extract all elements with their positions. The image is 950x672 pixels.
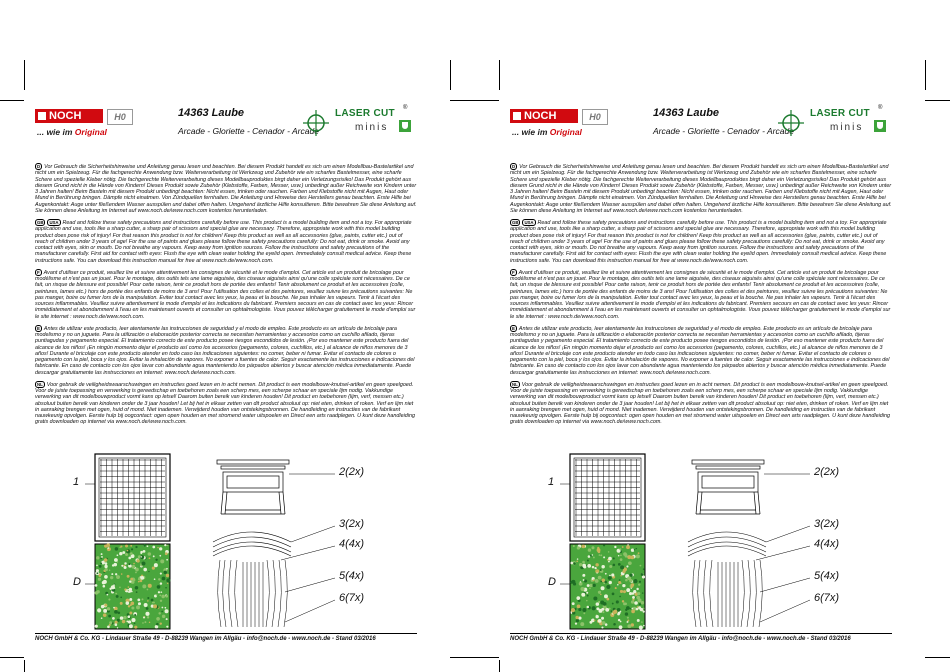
instruction-paragraph xyxy=(510,163,892,214)
lattice-grid xyxy=(575,459,640,536)
instruction-text: Voor gebruik de veiligheidswaarschuwingen en instructies goed lezen en in acht nemen. Dit product is een modelbouw-knutsel-artikel en geen speelgoed. Voor de juiste toepassing en verwerking is gereedschap en toebehoren zoals een scherp mes, een scherpe schaar en speciale lijm nodig. Vakkundige verwerking van dit modelbouwproduct vormt kans op letsel! Daarom buiten bereik van kinderen houden! Dit product en toebehoren (lijm, verf, messen etc.) absoluut buiten bereik van kinderen onder de 3 jaar houden! Let bij het in elkaar zetten van dit product absoluut op: niet eten, drinken of roken. Verf en lijm niet in aanraking brengen met ogen, huid of mond. Niet inademen. Verwijderd houden van ontstekingsbronnen. De handleiding en instructies van de fabrikant nauwkeurig opvolgen. Eerste hulp bij oogcontact: ogen open houden en met stromend water uitspoelen en Direct een arts raadplegen. U kunt deze handleiding gratis downloaden op internet via www.noch.de/www.noch.com. xyxy=(35,381,415,426)
label-part-2: 2(2x) xyxy=(339,466,365,478)
logo-square-icon xyxy=(513,112,521,120)
product-subtitle: Arcade - Gloriette - Cenador - Arcade xyxy=(178,126,319,136)
label-part-5: 5(4x) xyxy=(814,570,840,582)
language-flag-icon: USA xyxy=(49,220,59,225)
safety-instructions xyxy=(510,163,892,431)
scale-badge: H0 xyxy=(107,109,133,125)
crop-mark xyxy=(450,657,475,658)
label-part-5: 5(4x) xyxy=(339,570,365,582)
label-part-1: 1 xyxy=(73,476,80,488)
instruction-text: Voor gebruik de veiligheidswaarschuwingen en instructies goed lezen en in acht nemen. Dit product is een modelbouw-knutsel-artikel en geen speelgoed. Voor de juiste toepassing en verwerking is gereedschap en toebehoren zoals een scherp mes, een scherpe schaar en speciale lijm nodig. Vakkundige verwerking van dit modelbouwproduct vormt kans op letsel! Daarom buiten bereik van kinderen houden! Dit product en toebehoren (lijm, verf, messen etc.) absoluut buiten bereik van kinderen onder de 3 jaar houden! Let bij het in elkaar zetten van dit product absoluut op: niet eten, drinken of roken. Verf en lijm niet in aanraking brengen met ogen, huid of mond. Niet inademen. Verwijderd houden van ontstekingsbronnen. De handleiding en instructies van de fabrikant nauwkeurig opvolgen. Eerste hulp bij oogcontact: ogen open houden en met stromend water uitspoelen en Direct een arts raadplegen. U kunt deze handleiding gratis downloaden op internet via www.noch.de/www.noch.com. xyxy=(510,381,890,426)
label-part-d: D xyxy=(73,576,81,588)
crop-mark xyxy=(475,657,499,658)
page-header xyxy=(510,107,892,147)
crop-mark xyxy=(499,660,500,672)
scale-badge: H0 xyxy=(582,109,608,125)
slogan-prefix: ... wie im xyxy=(37,127,75,137)
instruction-paragraph xyxy=(35,381,417,426)
instruction-paragraph xyxy=(510,325,892,376)
part-3-arch xyxy=(213,532,291,556)
instruction-text: Vor Gebrauch die Sicherheitshinweise und Anleitung genau lesen und beachten. Bei diesem Produkt handelt es sich um einen Modellbau-Bastelartikel und nicht um ein Spielzeug. Für die fachgerechte Anwendung bzw. Weiterverarbeitung ist Werkzeug und Zubehör wie ein scharfes Bastelmesser, eine scharfe Schere und spezielle Kleber nötig. Die fachgerechte Weiterverarbeitung dieses Modellbauproduktes birgt daher ein Verletzungsrisiko! Das Produkt gehört aus diesem Grund nicht in die Hände von Kindern! Dieses Produkt sowie Zubehör (Klebstoffe, Farben, Messer, usw.) unbedingt außer Reichweite von Kindern unter 3 Jahren halten! Beim Basteln mit diesem Produkt unbedingt beachten: Nicht essen, trinken oder rauchen. Farben und Klebstoffe nicht mit Augen, Haut oder Mund in Berührung bringen. Dämpfe nicht einatmen. Von Zündquellen fernhalten. Die Anleitung und Hinweise des Herstellers genau beachten. Erste Hilfe bei Augenkontakt: Auge unter fließendem Wasser ausspülen und dabei offen halten. Umgehend ärztliche Hilfe konsultieren. Bitte bewahren Sie diese Anleitung auf. Sie können diese Anleitung im Internet auf www.noch.de/www.noch.com kostenlos herunterladen. xyxy=(35,164,417,214)
instruction-text: Antes de utilizar este producto, leer atentamente las instrucciones de seguridad y el modo de empleo. Este producto es un artículo de bricolaje para modelismo y no un juguete. Para la utilización o elaboración posterior correcta se necesitan herramientas y accesorios como un cuchillo afilado, tijeras puntiagudas y pegamento especial. El tratamiento correcto de este producto posee riesgos escondidos de lesión. ¡Por eso mantener este producto fuera del alcance de los niños! ¡En ningún momento dejar el producto así como los accesorios (pegamento, colores, cuchillos, etc.) al alcance de niños menores de 3 años! Durante el bricolaje con este producto atender en todo caso las indicaciones siguientes: no comer, beber ni fumar. Evitar el contacto de colores o pegamento con la piel, boca y los ojos. Evitar la inhalación de vapores. No exponer a fuentes de calor. Seguir exactamente las instrucciones e indicaciones del fabricante. En caso de contacto con los ojos lavar con abundante agua manteniendo los párpados abiertos y buscar atención médica inmediatamente. Puede descargar gratuitamente las instrucciones en internet: www.noch.de/www.noch.com. xyxy=(35,325,415,376)
safety-instructions xyxy=(35,163,417,431)
slogan xyxy=(37,127,107,137)
crosshair-icon xyxy=(778,110,804,136)
slogan-emphasis: Original xyxy=(549,127,582,137)
crosshair-icon xyxy=(303,110,329,136)
label-part-3: 3(2x) xyxy=(814,518,840,530)
part-2-frame xyxy=(217,460,289,514)
instruction-paragraph xyxy=(510,219,892,264)
laser-cut-text: LASER CUT xyxy=(810,108,870,119)
part-4-6-strips xyxy=(693,560,763,627)
instruction-paragraph xyxy=(35,219,417,264)
brand-name: NOCH xyxy=(49,110,82,122)
instruction-text: Antes de utilizar este producto, leer atentamente las instrucciones de seguridad y el modo de empleo. Este producto es un artículo de bricolaje para modelismo y no un juguete. Para la utilización o elaboración posterior correcta se necesitan herramientas y accesorios como un cuchillo afilado, tijeras puntiagudas y pegamento especial. El tratamiento correcto de este producto posee riesgos escondidos de lesión. ¡Por eso mantener este producto fuera del alcance de los niños! ¡En ningún momento dejar el producto así como los accesorios (pegamento, colores, cuchillos, etc.) al alcance de niños menores de 3 años! Durante el bricolaje con este producto atender en todo caso las indicaciones siguientes: no comer, beber ni fumar. Evitar el contacto de colores o pegamento con la piel, boca y los ojos. Evitar la inhalación de vapores. No exponer a fuentes de calor. Seguir exactamente las instrucciones e indicaciones del fabricante. En caso de contacto con los ojos lavar con abundante agua manteniendo los párpados abiertos y buscar atención médica inmediatamente. Puede descargar gratuitamente las instrucciones en internet: www.noch.de/www.noch.com. xyxy=(510,325,890,376)
noch-logo xyxy=(35,109,103,123)
part-3-arch xyxy=(688,532,766,556)
instruction-paragraph xyxy=(510,269,892,320)
laser-cut-text: LASER CUT xyxy=(335,108,395,119)
part-2-frame xyxy=(692,460,764,514)
crop-mark xyxy=(499,60,500,90)
language-flag-icon: F xyxy=(512,269,515,275)
noch-logo xyxy=(510,109,578,123)
label-part-4: 4(4x) xyxy=(814,538,840,550)
label-part-1: 1 xyxy=(548,476,555,488)
crop-mark xyxy=(925,60,926,90)
instruction-paragraph xyxy=(35,269,417,320)
instruction-paragraph xyxy=(35,325,417,376)
minis-text: minis xyxy=(355,122,389,133)
registered-mark: ® xyxy=(878,105,883,111)
crop-mark xyxy=(450,100,475,101)
language-flag-icon: D xyxy=(512,164,516,169)
product-subtitle: Arcade - Gloriette - Cenador - Arcade xyxy=(653,126,794,136)
part-d-foliage xyxy=(95,543,171,629)
language-flag-icon: F xyxy=(37,269,40,275)
product-title: 14363 Laube xyxy=(178,107,245,119)
footer-address: NOCH GmbH & Co. KG - Lindauer Straße 49 - D-88239 Wangen im Allgäu - info@noch.de - www.noch.de - Stand 03/2016 xyxy=(35,633,417,642)
instruction-text: Avant d'utiliser ce produit, veuillez lire et suivre attentivement les consignes de sécurité et le mode d'emploi. Cet article est un produit de bricolage pour modélisme et n'est pas un jouet. Pour le montage, des outils tels une lame aiguisée, des ciseaux aiguisés ainsi qu'une colle spéciale sont nécessaires. De ce fait, un risque de blessure est possible! Pour cette raison, tenir ce produit hors de portée des enfants! Tenir absolument ce produit et les accessoires (colle, peintures, lames etc.) hors de portée des enfants de moins de 3 ans! Pour l'utilisation des colles et des peintures, veuillez suivre les précautions suivantes: Ne pas manger, boire ou fumer lors de la manipulation. Eviter tout contact avec les yeux, la peau et la bouche. Ne pas inhaler les vapeurs. Tenir à l'écart des sources inflammables. Veuillez suivre attentivement le mode d'emploi et les indications du fabricant. Premiers secours en cas de contact avec les yeux: Rincer immédiatement et abondamment à l'eau en les maintenant ouverts et consulter un ophtalmologiste. Vous pouvez télécharger gratuitement le mode d'emploi sur le site internet : www.noch.de/www.noch.com. xyxy=(510,269,891,320)
crop-mark xyxy=(475,100,499,101)
language-flag-icon: GB xyxy=(512,220,519,225)
registered-mark: ® xyxy=(403,105,408,111)
parts-diagram xyxy=(510,452,892,632)
footer-address: NOCH GmbH & Co. KG - Lindauer Straße 49 - D-88239 Wangen im Allgäu - info@noch.de - www.noch.de - Stand 03/2016 xyxy=(510,633,892,642)
crop-mark xyxy=(450,60,451,90)
parts-diagram xyxy=(35,452,417,632)
label-part-2: 2(2x) xyxy=(814,466,840,478)
product-title: 14363 Laube xyxy=(653,107,720,119)
page-header xyxy=(35,107,417,147)
page-right xyxy=(475,0,950,672)
instruction-text: Avant d'utiliser ce produit, veuillez lire et suivre attentivement les consignes de sécurité et le mode d'emploi. Cet article est un produit de bricolage pour modélisme et n'est pas un jouet. Pour le montage, des outils tels une lame aiguisée, des ciseaux aiguisés ainsi qu'une colle spéciale sont nécessaires. De ce fait, un risque de blessure est possible! Pour cette raison, tenir ce produit hors de portée des enfants! Tenir absolument ce produit et les accessoires (colle, peintures, lames etc.) hors de portée des enfants de moins de 3 ans! Pour l'utilisation des colles et des peintures, veuillez suivre les précautions suivantes: Ne pas manger, boire ou fumer lors de la manipulation. Eviter tout contact avec les yeux, la peau et la bouche. Ne pas inhaler les vapeurs. Tenir à l'écart des sources inflammables. Veuillez suivre attentivement le mode d'emploi et les indications du fabricant. Premiers secours en cas de contact avec les yeux: Rincer immédiatement et abondamment à l'eau en les maintenant ouverts et consulter un ophtalmologiste. Vous pouvez télécharger gratuitement le mode d'emploi sur le site internet : www.noch.de/www.noch.com. xyxy=(35,269,416,320)
laser-cut-logo xyxy=(303,107,417,143)
instruction-text: Vor Gebrauch die Sicherheitshinweise und Anleitung genau lesen und beachten. Bei diesem Produkt handelt es sich um einen Modellbau-Bastelartikel und nicht um ein Spielzeug. Für die fachgerechte Anwendung bzw. Weiterverarbeitung ist Werkzeug und Zubehör wie ein scharfes Bastelmesser, eine scharfe Schere und spezielle Kleber nötig. Die fachgerechte Weiterverarbeitung dieses Modellbauproduktes birgt daher ein Verletzungsrisiko! Das Produkt gehört aus diesem Grund nicht in die Hände von Kindern! Dieses Produkt sowie Zubehör (Klebstoffe, Farben, Messer, usw.) unbedingt außer Reichweite von Kindern unter 3 Jahren halten! Beim Basteln mit diesem Produkt unbedingt beachten: Nicht essen, trinken oder rauchen. Farben und Klebstoffe nicht mit Augen, Haut oder Mund in Berührung bringen. Dämpfe nicht einatmen. Von Zündquellen fernhalten. Die Anleitung und Hinweise des Herstellers genau beachten. Erste Hilfe bei Augenkontakt: Auge unter fließendem Wasser ausspülen und dabei offen halten. Umgehend ärztliche Hilfe konsultieren. Bitte bewahren Sie diese Anleitung auf. Sie können diese Anleitung im Internet auf www.noch.de/www.noch.com kostenlos herunterladen. xyxy=(510,164,892,214)
instruction-text: Read and follow these safety precautions and instructions carefully before use. This product is a model building item and not a toy. For appropriate application and use, tools like a sharp cutter, a sharp pair of scissors and special glue are necessary. Therefore, appropriate work with this model building product does pose risk of injury! For that reason this product is not for children! Keep this product as well as all accessories (glue, paints, cutter etc.) out of reach of children under 3 years of age! For the use of paints and glues please follow these safety precautions carefully: Do not eat, drink or smoke. Avoid any contact with eyes, skin or mouth. Do not breathe any vapours. Keep away from ignition sources. Follow the instructions and safety precautions of the manufacturer carefully. First aid for contact with eyes: Flush the eye with clean water holding the eyelid open. Immediately consult medical advice. Keep these instructions safe. You can download this instruction manual for free at www.noch.de/www.noch.com. xyxy=(35,220,412,264)
instruction-paragraph xyxy=(35,163,417,214)
label-part-4: 4(4x) xyxy=(339,538,365,550)
language-flag-icon: NL xyxy=(37,381,43,387)
language-flag-icon: D xyxy=(37,164,41,169)
crop-mark xyxy=(24,660,25,672)
instruction-paragraph xyxy=(510,381,892,426)
part-d-foliage xyxy=(570,544,645,630)
label-part-d: D xyxy=(548,576,556,588)
crop-mark xyxy=(925,100,950,101)
instruction-text: Read and follow these safety precautions and instructions carefully before use. This product is a model building item and not a toy. For appropriate application and use, tools like a sharp cutter, a sharp pair of scissors and special glue are necessary. Therefore, appropriate work with this model building product does pose risk of injury! For that reason this product is not for children! Keep this product as well as all accessories (glue, paints, cutter etc.) out of reach of children under 3 years of age! For the use of paints and glues please follow these safety precautions carefully: Do not eat, drink or smoke. Avoid any contact with eyes, skin or mouth. Do not breathe any vapours. Keep away from ignition sources. Follow the instructions and safety precautions of the manufacturer carefully. First aid for contact with eyes: Flush the eye with clean water holding the eyelid open. Immediately consult medical advice. Keep these instructions safe. You can download this instruction manual for free at www.noch.de/www.noch.com. xyxy=(510,220,887,264)
crop-mark xyxy=(0,100,24,101)
crop-mark xyxy=(0,657,24,658)
label-part-6: 6(7x) xyxy=(339,592,365,604)
lattice-grid xyxy=(100,459,165,536)
laser-cut-logo xyxy=(778,107,892,143)
language-flag-icon: NL xyxy=(512,381,518,387)
logo-square-icon xyxy=(38,112,46,120)
slogan-emphasis: Original xyxy=(74,127,107,137)
slogan xyxy=(512,127,582,137)
label-part-6: 6(7x) xyxy=(814,592,840,604)
minis-text: minis xyxy=(830,122,864,133)
tree-icon xyxy=(399,120,411,132)
brand-name: NOCH xyxy=(524,110,557,122)
language-flag-icon: E xyxy=(37,325,40,331)
part-4-6-strips xyxy=(218,560,288,627)
language-flag-icon: GB xyxy=(37,220,44,225)
tree-icon xyxy=(874,120,886,132)
slogan-prefix: ... wie im xyxy=(512,127,550,137)
crop-mark xyxy=(24,60,25,90)
label-part-3: 3(2x) xyxy=(339,518,365,530)
language-flag-icon: USA xyxy=(524,220,534,225)
language-flag-icon: E xyxy=(512,325,515,331)
crop-mark xyxy=(925,657,950,658)
